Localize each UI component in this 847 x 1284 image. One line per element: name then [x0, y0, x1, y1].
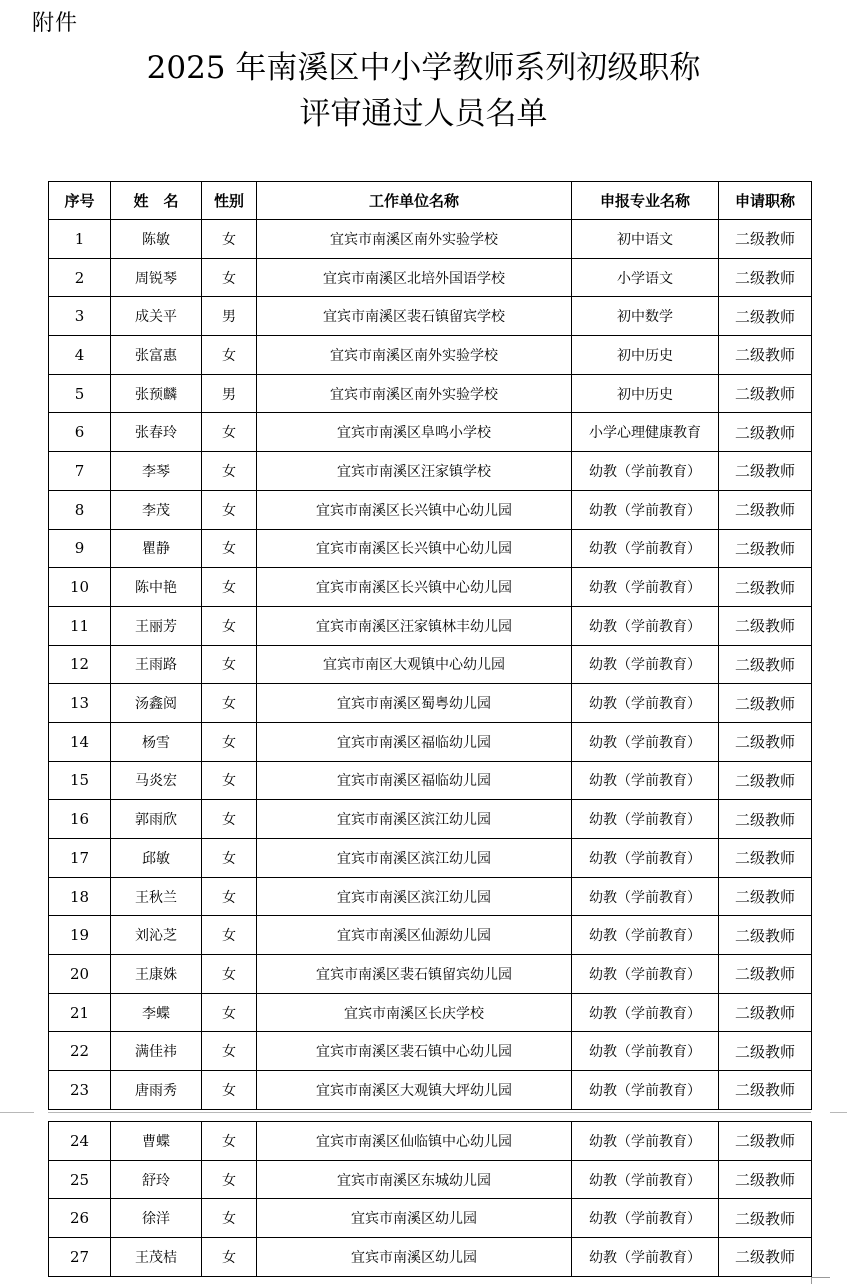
header-work-unit: 工作单位名称: [257, 182, 572, 220]
cell-title: 二级教师: [719, 374, 812, 413]
cell-specialty: 幼教（学前教育）: [572, 761, 719, 800]
cell-title: 二级教师: [719, 761, 812, 800]
header-name: 姓 名: [111, 182, 202, 220]
cell-gender: 女: [202, 220, 257, 259]
cell-work-unit: 宜宾市南溪区滨江幼儿园: [257, 800, 572, 839]
cell-name: 王雨路: [111, 645, 202, 684]
cell-specialty: 幼教（学前教育）: [572, 568, 719, 607]
cell-specialty: 初中历史: [572, 374, 719, 413]
cell-name: 满佳祎: [111, 1032, 202, 1071]
cell-title: 二级教师: [719, 297, 812, 336]
table-row: [49, 374, 812, 413]
cell-gender: 女: [202, 877, 257, 916]
cell-gender: 女: [202, 1122, 257, 1161]
cell-name: 邱敏: [111, 839, 202, 878]
cell-gender: 女: [202, 916, 257, 955]
cell-specialty: 幼教（学前教育）: [572, 1199, 719, 1238]
table-row: [49, 916, 812, 955]
table-row: [49, 800, 812, 839]
cell-gender: 女: [202, 529, 257, 568]
cell-index: 19: [49, 916, 111, 955]
cell-index: 22: [49, 1032, 111, 1071]
cell-index: 14: [49, 722, 111, 761]
cell-work-unit: 宜宾市南溪区东城幼儿园: [257, 1160, 572, 1199]
cell-index: 3: [49, 297, 111, 336]
table-row: [49, 1032, 812, 1071]
cell-name: 张预麟: [111, 374, 202, 413]
cell-name: 陈中艳: [111, 568, 202, 607]
cell-name: 成关平: [111, 297, 202, 336]
cell-gender: 女: [202, 258, 257, 297]
cell-index: 13: [49, 684, 111, 723]
cell-work-unit: 宜宾市南溪区滨江幼儿园: [257, 839, 572, 878]
cell-title: 二级教师: [719, 529, 812, 568]
cell-specialty: 幼教（学前教育）: [572, 1160, 719, 1199]
cell-work-unit: 宜宾市南溪区福临幼儿园: [257, 761, 572, 800]
table-row: [49, 413, 812, 452]
cell-name: 郭雨欣: [111, 800, 202, 839]
cell-specialty: 小学语文: [572, 258, 719, 297]
cell-work-unit: 宜宾市南溪区长兴镇中心幼儿园: [257, 568, 572, 607]
cell-title: 二级教师: [719, 684, 812, 723]
cell-work-unit: 宜宾市南溪区长兴镇中心幼儿园: [257, 490, 572, 529]
attachment-label: 附件: [32, 11, 79, 36]
cell-specialty: 幼教（学前教育）: [572, 645, 719, 684]
cell-title: 二级教师: [719, 722, 812, 761]
document-title-line2: 评审通过人员名单: [299, 96, 548, 132]
table-row: [49, 1199, 812, 1238]
cell-work-unit: 宜宾市南溪区幼儿园: [257, 1238, 572, 1277]
cell-title: 二级教师: [719, 606, 812, 645]
cell-work-unit: 宜宾市南溪区滨江幼儿园: [257, 877, 572, 916]
header-specialty: 申报专业名称: [572, 182, 719, 220]
cell-specialty: 幼教（学前教育）: [572, 1071, 719, 1110]
cell-title: 二级教师: [719, 1122, 812, 1161]
cell-index: 27: [49, 1238, 111, 1277]
cell-title: 二级教师: [719, 993, 812, 1032]
page-break: [0, 1107, 847, 1119]
cell-specialty: 幼教（学前教育）: [572, 839, 719, 878]
cell-index: 17: [49, 839, 111, 878]
table-row: [49, 839, 812, 878]
cell-name: 李蝶: [111, 993, 202, 1032]
cell-index: 16: [49, 800, 111, 839]
table-row: [49, 1160, 812, 1199]
table-row: [49, 1071, 812, 1110]
cell-specialty: 幼教（学前教育）: [572, 722, 719, 761]
cell-gender: 女: [202, 1238, 257, 1277]
cell-index: 15: [49, 761, 111, 800]
cell-title: 二级教师: [719, 955, 812, 994]
cell-gender: 男: [202, 374, 257, 413]
cell-gender: 女: [202, 413, 257, 452]
cell-index: 2: [49, 258, 111, 297]
cell-specialty: 初中历史: [572, 336, 719, 375]
cell-title: 二级教师: [719, 336, 812, 375]
cell-title: 二级教师: [719, 916, 812, 955]
cell-gender: 女: [202, 993, 257, 1032]
cell-name: 唐雨秀: [111, 1071, 202, 1110]
cell-gender: 女: [202, 955, 257, 994]
cell-work-unit: 宜宾市南溪区仙临镇中心幼儿园: [257, 1122, 572, 1161]
header-index: 序号: [49, 182, 111, 220]
cell-name: 陈敏: [111, 220, 202, 259]
table-row: [49, 1122, 812, 1161]
table-row: [49, 452, 812, 491]
cell-name: 舒玲: [111, 1160, 202, 1199]
cell-title: 二级教师: [719, 839, 812, 878]
table-row: [49, 606, 812, 645]
cell-work-unit: 宜宾市南溪区长兴镇中心幼儿园: [257, 529, 572, 568]
cell-index: 4: [49, 336, 111, 375]
cell-specialty: 幼教（学前教育）: [572, 529, 719, 568]
cell-index: 7: [49, 452, 111, 491]
cell-name: 徐洋: [111, 1199, 202, 1238]
cell-name: 王丽芳: [111, 606, 202, 645]
cell-work-unit: 宜宾市南溪区幼儿园: [257, 1199, 572, 1238]
cell-title: 二级教师: [719, 568, 812, 607]
cell-gender: 女: [202, 1160, 257, 1199]
cell-specialty: 幼教（学前教育）: [572, 800, 719, 839]
cell-index: 1: [49, 220, 111, 259]
cell-specialty: 幼教（学前教育）: [572, 490, 719, 529]
cell-name: 李茂: [111, 490, 202, 529]
cell-gender: 女: [202, 684, 257, 723]
cell-specialty: 幼教（学前教育）: [572, 606, 719, 645]
cell-specialty: 幼教（学前教育）: [572, 916, 719, 955]
cell-index: 9: [49, 529, 111, 568]
table-row: [49, 568, 812, 607]
table-row: [49, 877, 812, 916]
cell-title: 二级教师: [719, 1160, 812, 1199]
cell-name: 汤鑫阅: [111, 684, 202, 723]
cell-work-unit: 宜宾市南溪区南外实验学校: [257, 220, 572, 259]
cell-specialty: 初中数学: [572, 297, 719, 336]
cell-name: 张富惠: [111, 336, 202, 375]
cell-name: 王秋兰: [111, 877, 202, 916]
cell-index: 26: [49, 1199, 111, 1238]
cell-specialty: 幼教（学前教育）: [572, 1122, 719, 1161]
cell-name: 周锐琴: [111, 258, 202, 297]
cell-name: 马炎宏: [111, 761, 202, 800]
table-row: [49, 490, 812, 529]
cell-name: 曹蝶: [111, 1122, 202, 1161]
cell-specialty: 幼教（学前教育）: [572, 955, 719, 994]
cell-name: 王康姝: [111, 955, 202, 994]
cell-title: 二级教师: [719, 220, 812, 259]
cell-title: 二级教师: [719, 413, 812, 452]
cell-work-unit: 宜宾市南溪区长庆学校: [257, 993, 572, 1032]
cell-gender: 女: [202, 1071, 257, 1110]
cell-specialty: 幼教（学前教育）: [572, 452, 719, 491]
cell-work-unit: 宜宾市南溪区大观镇大坪幼儿园: [257, 1071, 572, 1110]
cell-title: 二级教师: [719, 800, 812, 839]
cell-gender: 男: [202, 297, 257, 336]
cell-gender: 女: [202, 606, 257, 645]
cell-name: 张春玲: [111, 413, 202, 452]
cell-work-unit: 宜宾市南溪区裴石镇留宾学校: [257, 297, 572, 336]
table-row: [49, 761, 812, 800]
cell-work-unit: 宜宾市南溪区南外实验学校: [257, 374, 572, 413]
cell-work-unit: 宜宾市南溪区北培外国语学校: [257, 258, 572, 297]
cell-name: 李琴: [111, 452, 202, 491]
cell-specialty: 幼教（学前教育）: [572, 1238, 719, 1277]
cell-title: 二级教师: [719, 1071, 812, 1110]
cell-title: 二级教师: [719, 877, 812, 916]
table-row: [49, 684, 812, 723]
cell-index: 20: [49, 955, 111, 994]
cell-index: 23: [49, 1071, 111, 1110]
cell-title: 二级教师: [719, 490, 812, 529]
cell-specialty: 幼教（学前教育）: [572, 1032, 719, 1071]
personnel-table: [48, 181, 812, 1110]
cell-index: 6: [49, 413, 111, 452]
cell-work-unit: 宜宾市南溪区阜鸣小学校: [257, 413, 572, 452]
cell-name: 王茂桔: [111, 1238, 202, 1277]
cell-specialty: 初中语文: [572, 220, 719, 259]
cell-index: 12: [49, 645, 111, 684]
cell-title: 二级教师: [719, 1032, 812, 1071]
cell-index: 18: [49, 877, 111, 916]
cell-work-unit: 宜宾市南溪区蜀粤幼儿园: [257, 684, 572, 723]
cell-index: 10: [49, 568, 111, 607]
cell-work-unit: 宜宾市南溪区南外实验学校: [257, 336, 572, 375]
cell-name: 杨雪: [111, 722, 202, 761]
table-row: [49, 645, 812, 684]
cell-gender: 女: [202, 839, 257, 878]
table-row: [49, 258, 812, 297]
cell-index: 8: [49, 490, 111, 529]
cell-title: 二级教师: [719, 258, 812, 297]
cell-gender: 女: [202, 568, 257, 607]
table-row: [49, 1238, 812, 1277]
cell-index: 25: [49, 1160, 111, 1199]
table-row: [49, 220, 812, 259]
cell-work-unit: 宜宾市南溪区裴石镇中心幼儿园: [257, 1032, 572, 1071]
cell-work-unit: 宜宾市南溪区裴石镇留宾幼儿园: [257, 955, 572, 994]
table-row: [49, 336, 812, 375]
cell-index: 11: [49, 606, 111, 645]
cell-gender: 女: [202, 452, 257, 491]
cell-specialty: 幼教（学前教育）: [572, 877, 719, 916]
cell-index: 24: [49, 1122, 111, 1161]
cell-title: 二级教师: [719, 645, 812, 684]
table-row: [49, 297, 812, 336]
cell-gender: 女: [202, 761, 257, 800]
cell-work-unit: 宜宾市南区大观镇中心幼儿园: [257, 645, 572, 684]
cell-index: 5: [49, 374, 111, 413]
cell-work-unit: 宜宾市南溪区仙源幼儿园: [257, 916, 572, 955]
table-row: [49, 529, 812, 568]
cell-name: 刘沁芝: [111, 916, 202, 955]
cell-name: 瞿静: [111, 529, 202, 568]
cell-gender: 女: [202, 490, 257, 529]
cell-gender: 女: [202, 800, 257, 839]
cell-gender: 女: [202, 722, 257, 761]
cell-work-unit: 宜宾市南溪区汪家镇学校: [257, 452, 572, 491]
table-row: [49, 722, 812, 761]
cell-gender: 女: [202, 336, 257, 375]
cell-gender: 女: [202, 645, 257, 684]
table-row: [49, 993, 812, 1032]
document-title-line1: 2025 年南溪区中小学教师系列初级职称: [146, 50, 701, 86]
cell-specialty: 小学心理健康教育: [572, 413, 719, 452]
cell-specialty: 幼教（学前教育）: [572, 684, 719, 723]
cell-gender: 女: [202, 1199, 257, 1238]
cell-work-unit: 宜宾市南溪区福临幼儿园: [257, 722, 572, 761]
cell-title: 二级教师: [719, 1238, 812, 1277]
cell-work-unit: 宜宾市南溪区汪家镇林丰幼儿园: [257, 606, 572, 645]
table-row: [49, 955, 812, 994]
cell-title: 二级教师: [719, 1199, 812, 1238]
table-header-row: [49, 182, 812, 220]
cell-index: 21: [49, 993, 111, 1032]
personnel-table-continued: [48, 1121, 812, 1277]
header-title: 申请职称: [719, 182, 812, 220]
cell-specialty: 幼教（学前教育）: [572, 993, 719, 1032]
cell-gender: 女: [202, 1032, 257, 1071]
cell-title: 二级教师: [719, 452, 812, 491]
header-gender: 性别: [202, 182, 257, 220]
